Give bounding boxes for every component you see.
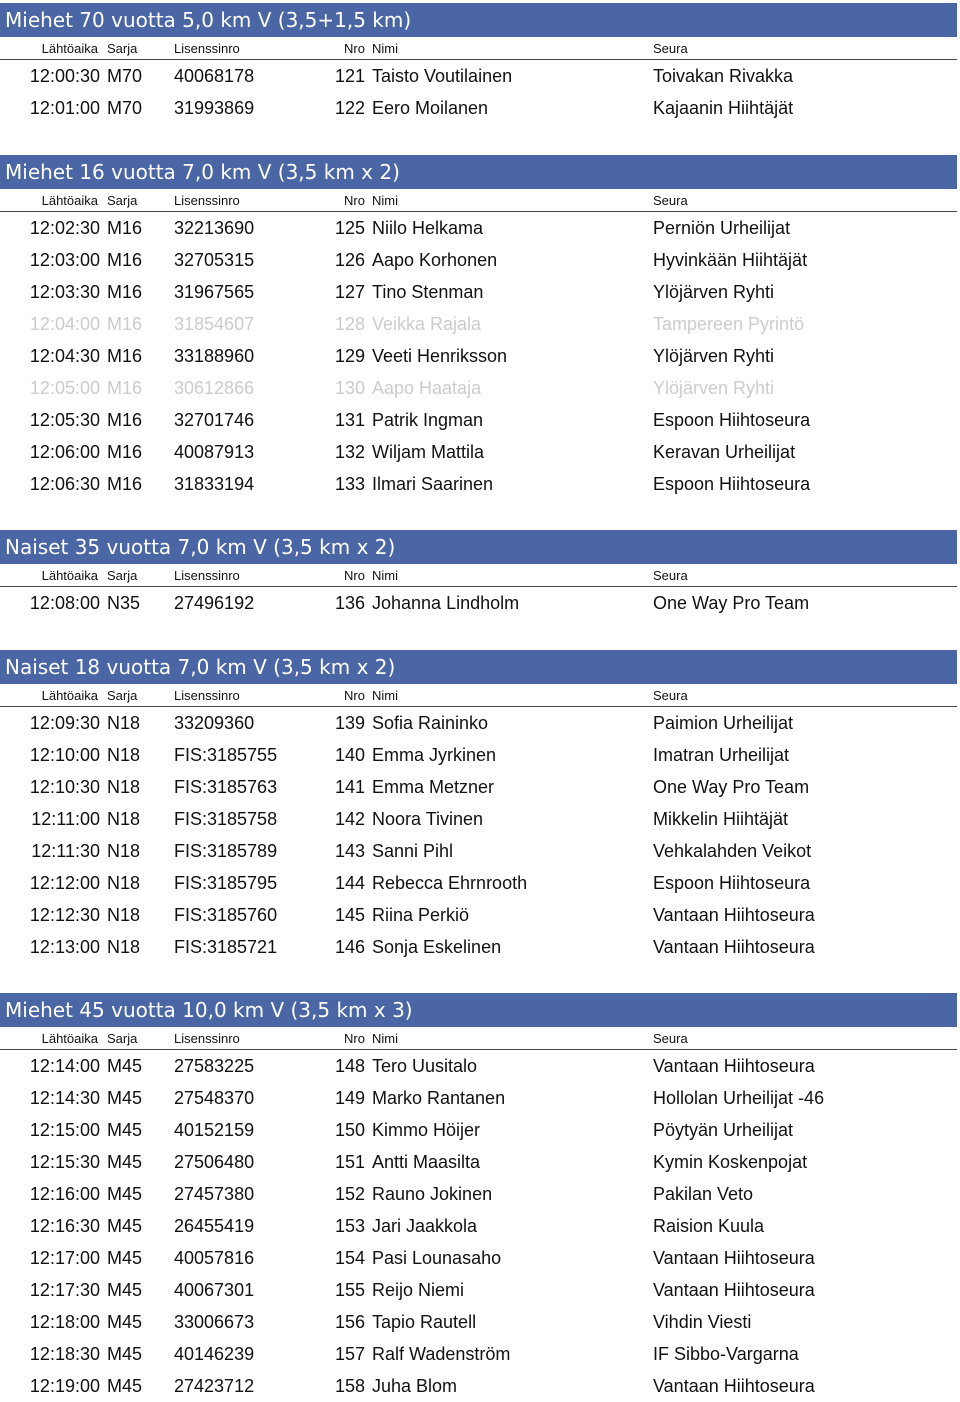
start-time-cell: 12:13:00 [29,937,100,957]
license-number-cell: 40057816 [174,1248,255,1268]
license-number-cell: 33188960 [174,346,255,366]
column-header-athlete-name: Nimi [372,568,398,583]
start-time-cell: 12:12:30 [29,905,100,925]
class-cell: M45 [107,1312,143,1332]
table-row [0,212,960,244]
table-row [0,931,960,963]
license-number-cell: FIS:3185721 [174,937,278,957]
bib-number-cell: 136 [334,593,365,613]
column-header-bib-number: Nro [344,41,365,56]
license-number-cell: 27506480 [174,1152,255,1172]
bib-number-cell: 155 [334,1280,365,1300]
table-row [0,372,960,404]
table-row [0,1338,960,1370]
table-row [0,340,960,372]
athlete-name-cell: Sofia Raininko [372,713,489,733]
start-time-cell: 12:15:30 [29,1152,100,1172]
club-cell: Vantaan Hiihtoseura [653,1056,815,1076]
bib-number-cell: 132 [334,442,365,462]
start-time-cell: 12:15:00 [29,1120,100,1140]
athlete-name-cell: Taisto Voutilainen [372,66,513,86]
athlete-name-cell: Noora Tivinen [372,809,484,829]
club-cell: IF Sibbo-Vargarna [653,1344,799,1364]
club-cell: Kymin Koskenpojat [653,1152,808,1172]
start-time-cell: 12:18:30 [29,1344,100,1364]
bib-number-cell: 151 [334,1152,365,1172]
class-cell: M45 [107,1056,143,1076]
table-row [0,1082,960,1114]
table-row [0,1114,960,1146]
column-header-athlete-name: Nimi [372,193,398,208]
bib-number-cell: 127 [334,282,365,302]
column-header-start-time: Lähtöaika [41,688,98,703]
club-cell: Ylöjärven Ryhti [653,282,775,302]
bib-number-cell: 139 [334,713,365,733]
bib-number-cell: 122 [334,98,365,118]
license-number-cell: 40152159 [174,1120,255,1140]
table-row [0,276,960,308]
license-number-cell: 27548370 [174,1088,255,1108]
bib-number-cell: 154 [334,1248,365,1268]
athlete-name-cell: Kimmo Höijer [372,1120,481,1140]
start-time-cell: 12:00:30 [29,66,100,86]
class-cell: M45 [107,1248,143,1268]
athlete-name-cell: Emma Metzner [372,777,495,797]
table-row [0,404,960,436]
athlete-name-cell: Veeti Henriksson [372,346,508,366]
athlete-name-cell: Ilmari Saarinen [372,474,494,494]
column-header-club: Seura [653,688,688,703]
class-cell: N18 [107,745,141,765]
table-row [0,60,960,92]
license-number-cell: FIS:3185789 [174,841,278,861]
athlete-name-cell: Johanna Lindholm [372,593,520,613]
start-time-cell: 12:11:30 [31,841,100,861]
bib-number-cell: 145 [334,905,365,925]
athlete-name-cell: Aapo Haataja [372,378,482,398]
license-number-cell: 32213690 [174,218,255,238]
column-header-row [0,565,957,587]
start-time-cell: 12:10:30 [29,777,100,797]
license-number-cell: 27457380 [174,1184,255,1204]
club-cell: Ylöjärven Ryhti [653,378,775,398]
class-cell: M16 [107,346,143,366]
club-cell: Vihdin Viesti [653,1312,752,1332]
license-number-cell: 30612866 [174,378,255,398]
class-cell: N18 [107,905,141,925]
table-row [0,835,960,867]
class-cell: M45 [107,1376,143,1396]
athlete-name-cell: Tero Uusitalo [372,1056,478,1076]
class-cell: M70 [107,66,143,86]
table-row [0,739,960,771]
bib-number-cell: 142 [334,809,365,829]
club-cell: One Way Pro Team [653,777,810,797]
column-header-bib-number: Nro [344,568,365,583]
license-number-cell: 33209360 [174,713,255,733]
athlete-name-cell: Ralf Wadenström [372,1344,511,1364]
column-header-start-time: Lähtöaika [41,568,98,583]
column-header-athlete-name: Nimi [372,1031,398,1046]
class-cell: N18 [107,777,141,797]
start-time-cell: 12:02:30 [29,218,100,238]
club-cell: Toivakan Rivakka [653,66,794,86]
start-time-cell: 12:16:30 [29,1216,100,1236]
club-cell: Hyvinkään Hiihtäjät [653,250,808,270]
column-header-license-number: Lisenssinro [174,1031,240,1046]
license-number-cell: 31833194 [174,474,255,494]
table-row [0,803,960,835]
club-cell: Vantaan Hiihtoseura [653,905,815,925]
table-row [0,587,960,619]
column-header-row [0,38,957,60]
start-time-cell: 12:05:00 [29,378,100,398]
column-header-class: Sarja [107,193,138,208]
class-cell: M45 [107,1216,143,1236]
bib-number-cell: 125 [334,218,365,238]
license-number-cell: 40146239 [174,1344,255,1364]
license-number-cell: 33006673 [174,1312,255,1332]
class-cell: N18 [107,713,141,733]
table-row [0,771,960,803]
athlete-name-cell: Eero Moilanen [372,98,489,118]
column-header-club: Seura [653,1031,688,1046]
athlete-name-cell: Emma Jyrkinen [372,745,497,765]
athlete-name-cell: Jari Jaakkola [372,1216,478,1236]
start-time-cell: 12:04:30 [29,346,100,366]
bib-number-cell: 141 [334,777,365,797]
athlete-name-cell: Tapio Rautell [372,1312,477,1332]
start-time-cell: 12:19:00 [29,1376,100,1396]
column-header-license-number: Lisenssinro [174,193,240,208]
athlete-name-cell: Rebecca Ehrnrooth [372,873,528,893]
license-number-cell: 27423712 [174,1376,255,1396]
athlete-name-cell: Sanni Pihl [372,841,454,861]
athlete-name-cell: Marko Rantanen [372,1088,506,1108]
start-time-cell: 12:03:00 [29,250,100,270]
table-row [0,1306,960,1338]
table-row [0,244,960,276]
bib-number-cell: 157 [334,1344,365,1364]
column-header-license-number: Lisenssinro [174,688,240,703]
bib-number-cell: 146 [334,937,365,957]
column-header-class: Sarja [107,41,138,56]
column-header-bib-number: Nro [344,193,365,208]
column-header-row [0,1028,957,1050]
section-title: Miehet 16 vuotta 7,0 km V (3,5 km x 2) [0,155,957,189]
class-cell: M16 [107,378,143,398]
license-number-cell: 27583225 [174,1056,255,1076]
athlete-name-cell: Pasi Lounasaho [372,1248,502,1268]
table-row [0,1178,960,1210]
table-row [0,436,960,468]
license-number-cell: 40087913 [174,442,255,462]
column-header-class: Sarja [107,688,138,703]
table-row [0,1274,960,1306]
license-number-cell: 31993869 [174,98,255,118]
club-cell: Vantaan Hiihtoseura [653,1248,815,1268]
club-cell: Mikkelin Hiihtäjät [653,809,789,829]
start-time-cell: 12:11:00 [31,809,100,829]
column-header-class: Sarja [107,1031,138,1046]
start-time-cell: 12:14:30 [29,1088,100,1108]
class-cell: M16 [107,282,143,302]
table-row [0,899,960,931]
athlete-name-cell: Antti Maasilta [372,1152,481,1172]
column-header-license-number: Lisenssinro [174,568,240,583]
license-number-cell: 32701746 [174,410,255,430]
club-cell: One Way Pro Team [653,593,810,613]
club-cell: Vehkalahden Veikot [653,841,812,861]
class-cell: M16 [107,474,143,494]
table-row [0,1242,960,1274]
license-number-cell: FIS:3185763 [174,777,278,797]
start-time-cell: 12:17:00 [29,1248,100,1268]
bib-number-cell: 153 [334,1216,365,1236]
athlete-name-cell: Veikka Rajala [372,314,482,334]
column-header-athlete-name: Nimi [372,688,398,703]
bib-number-cell: 149 [334,1088,365,1108]
start-time-cell: 12:06:00 [29,442,100,462]
athlete-name-cell: Sonja Eskelinen [372,937,502,957]
class-cell: M45 [107,1280,143,1300]
bib-number-cell: 150 [334,1120,365,1140]
class-cell: M16 [107,250,143,270]
license-number-cell: 32705315 [174,250,255,270]
column-header-bib-number: Nro [344,1031,365,1046]
class-cell: N18 [107,937,141,957]
athlete-name-cell: Reijo Niemi [372,1280,465,1300]
start-time-cell: 12:01:00 [29,98,100,118]
bib-number-cell: 126 [334,250,365,270]
club-cell: Perniön Urheilijat [653,218,791,238]
section-title: Miehet 45 vuotta 10,0 km V (3,5 km x 3) [0,993,957,1027]
club-cell: Vantaan Hiihtoseura [653,937,815,957]
column-header-row [0,685,957,707]
class-cell: M16 [107,218,143,238]
bib-number-cell: 148 [334,1056,365,1076]
section-title: Naiset 18 vuotta 7,0 km V (3,5 km x 2) [0,650,957,684]
club-cell: Ylöjärven Ryhti [653,346,775,366]
license-number-cell: FIS:3185755 [174,745,278,765]
section-title: Miehet 70 vuotta 5,0 km V (3,5+1,5 km) [0,3,957,37]
club-cell: Vantaan Hiihtoseura [653,1376,815,1396]
athlete-name-cell: Patrik Ingman [372,410,484,430]
license-number-cell: 31854607 [174,314,255,334]
bib-number-cell: 128 [334,314,365,334]
column-header-bib-number: Nro [344,688,365,703]
start-time-cell: 12:03:30 [29,282,100,302]
start-time-cell: 12:08:00 [29,593,100,613]
club-cell: Raision Kuula [653,1216,765,1236]
license-number-cell: FIS:3185760 [174,905,278,925]
class-cell: M16 [107,314,143,334]
start-time-cell: 12:17:30 [29,1280,100,1300]
bib-number-cell: 140 [334,745,365,765]
column-header-athlete-name: Nimi [372,41,398,56]
start-time-cell: 12:18:00 [29,1312,100,1332]
start-time-cell: 12:09:30 [29,713,100,733]
start-time-cell: 12:14:00 [29,1056,100,1076]
club-cell: Hollolan Urheilijat -46 [653,1088,825,1108]
athlete-name-cell: Riina Perkiö [372,905,470,925]
class-cell: N35 [107,593,141,613]
license-number-cell: 26455419 [174,1216,255,1236]
column-header-start-time: Lähtöaika [41,193,98,208]
club-cell: Vantaan Hiihtoseura [653,1280,815,1300]
license-number-cell: 31967565 [174,282,255,302]
club-cell: Pakilan Veto [653,1184,754,1204]
class-cell: M45 [107,1184,143,1204]
athlete-name-cell: Rauno Jokinen [372,1184,493,1204]
start-time-cell: 12:10:00 [29,745,100,765]
license-number-cell: FIS:3185758 [174,809,278,829]
column-header-row [0,190,957,212]
bib-number-cell: 143 [334,841,365,861]
athlete-name-cell: Aapo Korhonen [372,250,498,270]
start-time-cell: 12:06:30 [29,474,100,494]
table-row [0,707,960,739]
athlete-name-cell: Tino Stenman [372,282,484,302]
class-cell: M45 [107,1120,143,1140]
athlete-name-cell: Niilo Helkama [372,218,484,238]
table-row [0,867,960,899]
club-cell: Espoon Hiihtoseura [653,410,811,430]
club-cell: Keravan Urheilijat [653,442,796,462]
class-cell: N18 [107,841,141,861]
table-row [0,308,960,340]
start-time-cell: 12:12:00 [29,873,100,893]
license-number-cell: FIS:3185795 [174,873,278,893]
bib-number-cell: 158 [334,1376,365,1396]
class-cell: N18 [107,809,141,829]
column-header-start-time: Lähtöaika [41,41,98,56]
section-title: Naiset 35 vuotta 7,0 km V (3,5 km x 2) [0,530,957,564]
bib-number-cell: 156 [334,1312,365,1332]
class-cell: M16 [107,410,143,430]
bib-number-cell: 131 [334,410,365,430]
table-row [0,92,960,124]
bib-number-cell: 152 [334,1184,365,1204]
bib-number-cell: 130 [334,378,365,398]
table-row [0,1210,960,1242]
club-cell: Pöytyän Urheilijat [653,1120,794,1140]
license-number-cell: 40067301 [174,1280,255,1300]
table-row [0,1370,960,1402]
column-header-club: Seura [653,41,688,56]
class-cell: M45 [107,1088,143,1108]
class-cell: M45 [107,1152,143,1172]
table-row [0,1146,960,1178]
bib-number-cell: 121 [334,66,365,86]
license-number-cell: 40068178 [174,66,255,86]
column-header-club: Seura [653,193,688,208]
club-cell: Paimion Urheilijat [653,713,794,733]
table-row [0,468,960,500]
bib-number-cell: 129 [334,346,365,366]
bib-number-cell: 133 [334,474,365,494]
class-cell: M45 [107,1344,143,1364]
column-header-class: Sarja [107,568,138,583]
bib-number-cell: 144 [334,873,365,893]
column-header-club: Seura [653,568,688,583]
start-time-cell: 12:04:00 [29,314,100,334]
license-number-cell: 27496192 [174,593,255,613]
athlete-name-cell: Wiljam Mattila [372,442,485,462]
table-row [0,1050,960,1082]
class-cell: N18 [107,873,141,893]
column-header-start-time: Lähtöaika [41,1031,98,1046]
column-header-license-number: Lisenssinro [174,41,240,56]
class-cell: M70 [107,98,143,118]
club-cell: Espoon Hiihtoseura [653,873,811,893]
club-cell: Tampereen Pyrintö [653,314,805,334]
start-time-cell: 12:05:30 [29,410,100,430]
club-cell: Espoon Hiihtoseura [653,474,811,494]
club-cell: Imatran Urheilijat [653,745,790,765]
athlete-name-cell: Juha Blom [372,1376,458,1396]
class-cell: M16 [107,442,143,462]
start-time-cell: 12:16:00 [29,1184,100,1204]
club-cell: Kajaanin Hiihtäjät [653,98,794,118]
